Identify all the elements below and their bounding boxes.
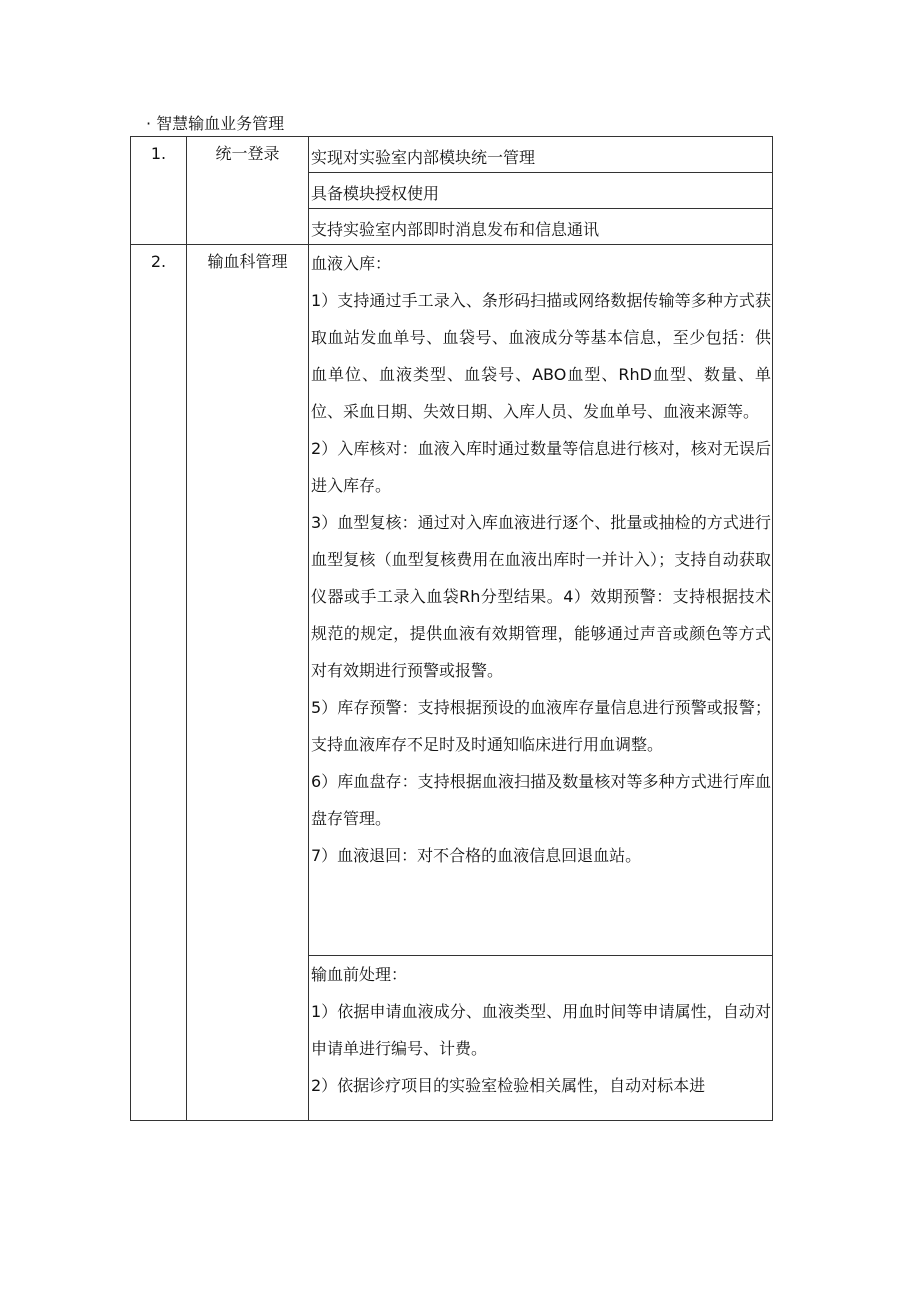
section-heading: · 智慧输血业务管理 xyxy=(146,114,285,133)
table-row xyxy=(131,137,773,173)
paragraph: 7）血液退回：对不合格的血液信息回退血站。 xyxy=(311,846,642,865)
row-number: 2. xyxy=(131,245,187,1121)
requirement-item: 支持实验室内部即时消息发布和信息通讯 xyxy=(309,209,773,245)
module-name: 统一登录 xyxy=(187,137,309,245)
module-name: 输血科管理 xyxy=(187,245,309,1121)
row-number: 1. xyxy=(131,137,187,245)
block-title: 输血前处理： xyxy=(311,965,408,984)
requirement-item: 具备模块授权使用 xyxy=(309,173,773,209)
paragraph: 2）入库核对：血液入库时通过数量等信息进行核对，核对无误后进入库存。 xyxy=(311,439,771,495)
block-title: 血液入库： xyxy=(311,254,392,273)
paragraph: 2）依据诊疗项目的实验室检验相关属性，自动对标本进 xyxy=(311,1076,706,1095)
requirements-table xyxy=(130,136,773,1121)
paragraph: 1）支持通过手工录入、条形码扫描或网络数据传输等多种方式获取血站发血单号、血袋号、血液成分等基本信息，至少包括：供血单位、血液类型、血袋号、ABO血型、RhD血型、数量、单位、采血日期、失效日期、入库人员、发血单号、血液来源等。 xyxy=(311,291,771,421)
blood-inventory-block xyxy=(309,245,773,956)
requirement-item: 实现对实验室内部模块统一管理 xyxy=(309,137,773,173)
paragraph: 3）血型复核：通过对入库血液进行逐个、批量或抽检的方式进行血型复核（血型复核费用在血液出库时一并计入）；支持自动获取仪器或手工录入血袋Rh分型结果。4）效期预警：支持根据技术规范的规定，提供血液有效期管理，能够通过声音或颜色等方式对有效期进行预警或报警。 xyxy=(311,513,771,680)
pre-transfusion-block xyxy=(309,956,773,1121)
paragraph: 5）库存预警：支持根据预设的血液库存量信息进行预警或报警；支持血液库存不足时及时通知临床进行用血调整。 xyxy=(311,698,771,754)
paragraph: 1）依据申请血液成分、血液类型、用血时间等申请属性，自动对申请单进行编号、计费。 xyxy=(311,1002,771,1058)
paragraph: 6）库血盘存：支持根据血液扫描及数量核对等多种方式进行库血盘存管理。 xyxy=(311,772,771,828)
table-row xyxy=(131,245,773,956)
